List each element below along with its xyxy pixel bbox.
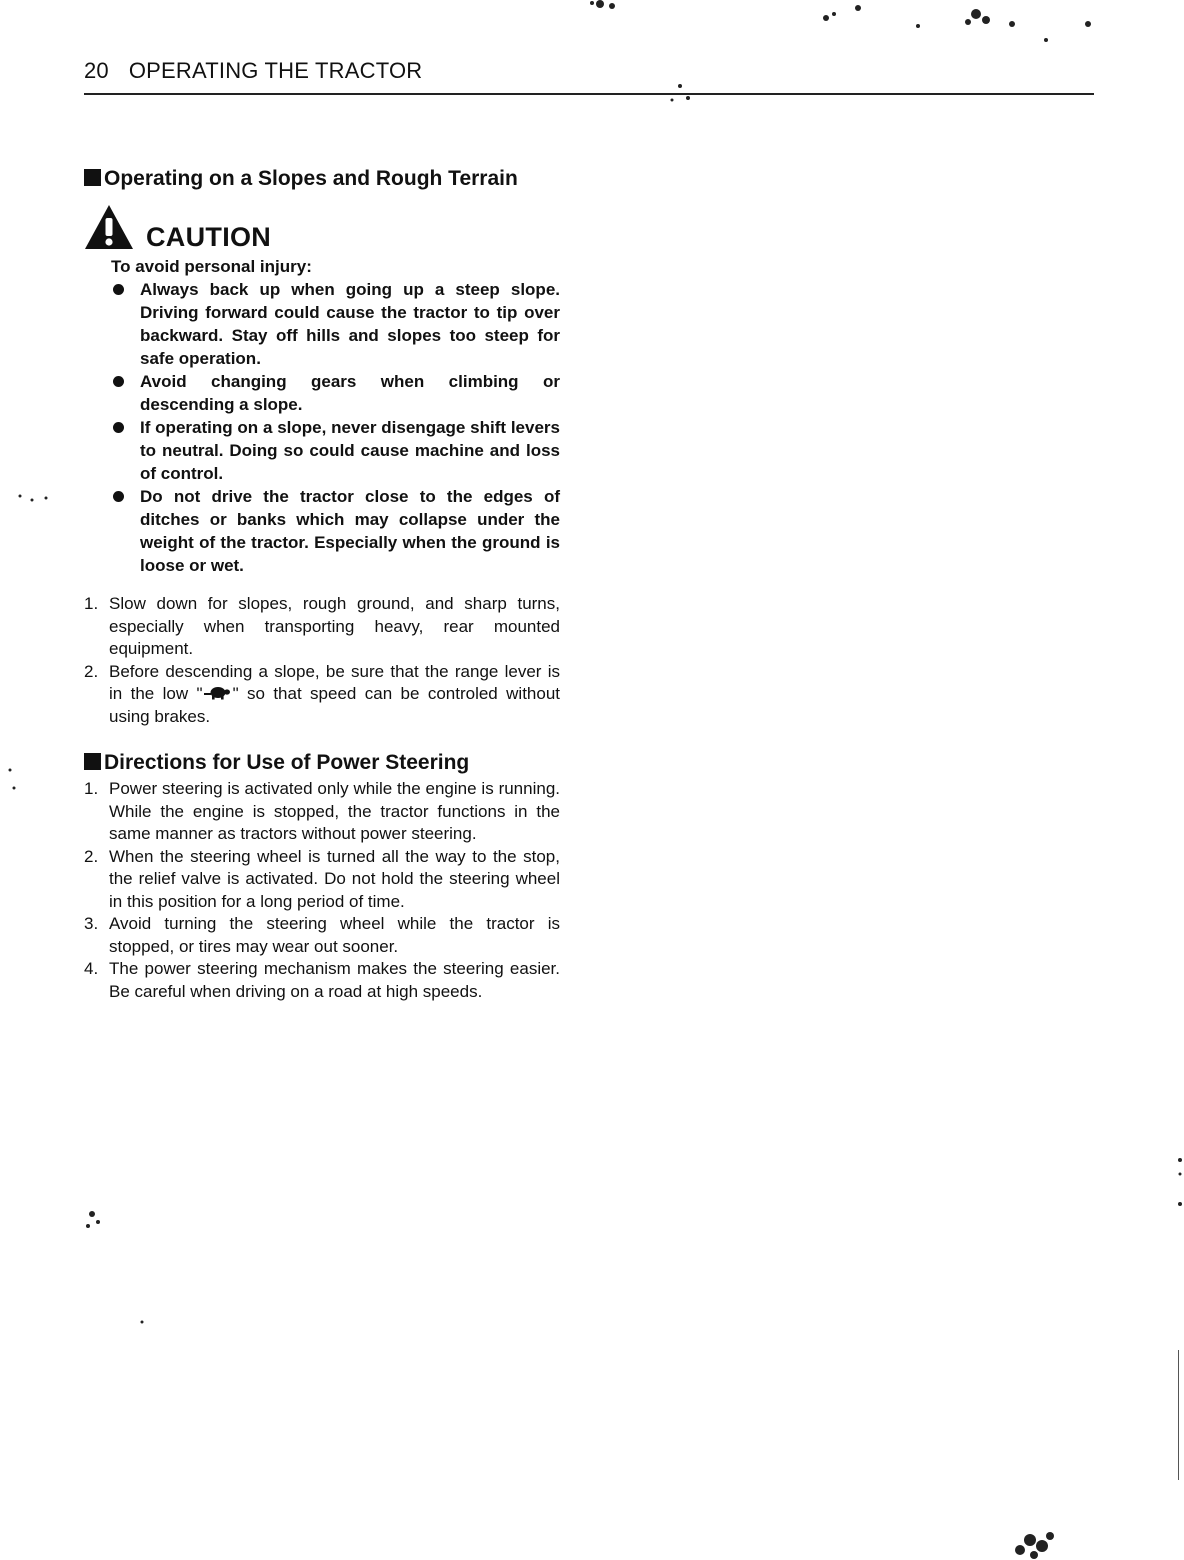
bullet-icon — [113, 422, 124, 433]
caution-box — [84, 200, 560, 577]
section-heading-slopes-text: Operating on a Slopes and Rough Terrain — [104, 167, 518, 190]
step-number: 2. — [84, 661, 99, 681]
caution-item-text: Do not drive the tractor close to the edges of ditches or banks which may collapse under the weight of the tractor. Especially when the ground is loose or wet. — [140, 487, 560, 575]
step-number: 2. — [84, 846, 99, 866]
caution-item-text: If operating on a slope, never disengage shift levers to neutral. Doing so could cause machine and loss of control. — [140, 418, 560, 483]
caution-item — [84, 485, 560, 577]
caution-label: CAUTION — [146, 222, 272, 252]
step-number: 4. — [84, 959, 99, 978]
caution-intro: To avoid personal injury: — [111, 257, 312, 276]
list-item — [84, 913, 560, 958]
step-text: Avoid turning the steering wheel while the tractor is stopped, or tires may wear out sooner. — [109, 914, 560, 956]
bullet-icon — [113, 284, 124, 295]
caution-item — [84, 416, 560, 485]
step-text: The power steering mechanism makes the steering easier. Be careful when driving on a road at high speeds. — [109, 959, 560, 1001]
caution-title-row — [84, 200, 560, 256]
list-item — [84, 661, 560, 729]
list-item — [84, 846, 560, 914]
running-header — [84, 58, 422, 84]
list-item — [84, 593, 560, 661]
caution-item — [84, 370, 560, 416]
square-bullet-icon — [84, 169, 101, 186]
square-bullet-icon — [84, 753, 101, 770]
step-text-after: " so that speed can be controled without using brakes. — [109, 684, 561, 726]
caution-list — [84, 278, 560, 577]
list-item — [84, 958, 560, 1003]
step-text: When the steering wheel is turned all the way to the stop, the relief valve is activated. Do not hold the steering wheel in this position for a long period of time. — [109, 846, 560, 911]
caution-item — [84, 278, 560, 370]
section-heading-power-steering-text: Directions for Use of Power Steering — [104, 751, 470, 774]
caution-item-text: Always back up when going up a steep slope. Driving forward could cause the tractor to tip over backward. Stay off hills and slopes too steep for safe operation. — [140, 280, 560, 368]
section-heading-slopes — [84, 164, 560, 194]
bullet-icon — [113, 376, 124, 387]
step-text-before: Before descending a slope, be sure that the range lever is in the low " — [109, 661, 560, 703]
step-number: 1. — [84, 594, 99, 613]
chapter-title: OPERATING THE TRACTOR — [128, 58, 423, 83]
caution-item-text: Avoid changing gears when climbing or descending a slope. — [140, 372, 560, 414]
section-heading-power-steering — [84, 748, 560, 778]
list-item — [84, 778, 560, 846]
warning-triangle-icon — [84, 204, 134, 250]
step-text: Power steering is activated only while the engine is running. While the engine is stopped, the tractor functions in the same manner as tractors without power steering. — [109, 779, 560, 843]
header-rule — [84, 93, 1094, 95]
turtle-icon — [203, 686, 233, 700]
slopes-steps-list — [84, 593, 560, 728]
main-column — [84, 164, 560, 1003]
step-text: Slow down for slopes, rough ground, and sharp turns, especially when transporting heavy, rear mounted equipment. — [109, 594, 560, 658]
page-number: 20 — [84, 58, 109, 83]
power-steering-steps-list — [84, 778, 560, 1003]
step-number: 1. — [84, 779, 99, 798]
bullet-icon — [113, 491, 124, 502]
step-number: 3. — [84, 914, 99, 933]
